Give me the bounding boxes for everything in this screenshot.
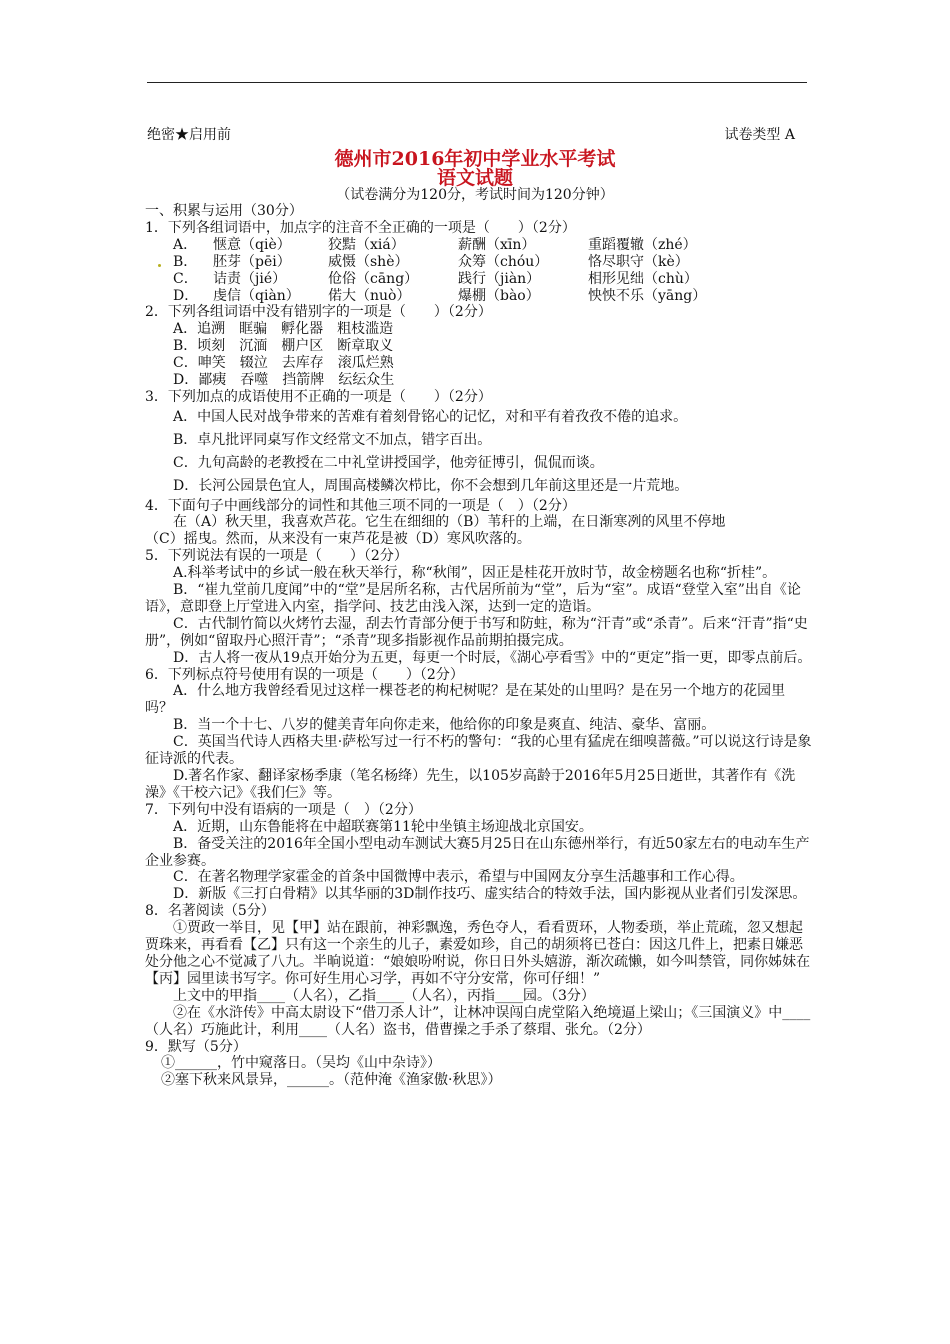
q1-b-word2: 威慑（shè）	[328, 253, 409, 270]
q7-option-b: B．备受关注的2016年全国小型电动车测试大赛5月25日在山东德州举行，有近50家左右的电动车生产企业参赛。	[145, 835, 810, 869]
question-6-stem: 6．下列标点符号使用有误的一项是（ ）（2分）	[145, 666, 464, 683]
q7-option-c: C．在著名物理学家霍金的首条中国微博中表示，希望与中国网友分享生活趣事和工作心得。	[173, 869, 744, 886]
q1-a-word2: 狡黠（xiá）	[328, 236, 405, 253]
q2-option-d: D．鄙痍 吞噬 挡箭牌 纭纭众生	[173, 372, 395, 389]
q4-passage-line1: 在（A）秋天里，我喜欢芦花。它生在细细的（B）苇秆的上端，在日渐寒冽的风里不停地	[173, 514, 726, 531]
q1-a-word4: 重蹈覆辙（zhé）	[588, 236, 697, 253]
q3-option-d: D．长河公园景色宜人，周围高楼鳞次栉比，你不会想到几年前这里还是一片荒地。	[173, 477, 689, 494]
subject-title: 语文试题	[436, 167, 513, 189]
q6-option-a: A．什么地方我曾经看见过这样一棵苍老的枸杞树呢？是在某处的山里吗？是在另一个地方的花园里吗？	[145, 683, 786, 717]
page-title: 德州市2016年初中学业水平考试	[334, 148, 616, 170]
q6-option-c: C．英国当代诗人西格夫里·萨松写过一行不朽的警句：“我的心里有猛虎在细嗅蔷薇。”可以说这行诗是象征诗派的代表。	[145, 734, 812, 768]
q5-option-a: A.科举考试中的乡试一般在秋天举行，称“秋闱”，因正是桂花开放时节，故金榜题名也称“折桂”。	[173, 565, 777, 582]
question-5-stem: 5．下列说法有误的一项是（ ）（2分）	[145, 548, 408, 565]
q1-a-word1: 惬意（qiè）	[213, 236, 291, 253]
q1-c-letter: C．	[173, 270, 198, 287]
q9-line-2: ②塞下秋来风景异，______。（范仲淹《渔家傲·秋思》）	[161, 1072, 502, 1089]
q1-d-word2: 偌大（nuò）	[328, 287, 411, 304]
q1-c-word2: 伧俗（cāng）	[328, 270, 419, 287]
q5-option-b: B．“崔九堂前几度闻”中的“堂”是居所名称，古代居所前为“堂”，后为“室”。成语“登堂入室”出自《论语》，意即登上厅堂进入内室，指学问、技艺由浅入深，达到一定的造诣。	[145, 582, 801, 615]
q2-option-c: C．呻笑 辍泣 去库存 滚瓜烂熟	[173, 355, 394, 372]
question-1-stem: 1．下列各组词语中，加点字的注音不全正确的一项是（ ）（2分）	[145, 219, 576, 236]
q2-option-a: A．追溯 眶骗 孵化器 粗枝滥造	[173, 321, 394, 338]
exam-content	[145, 203, 813, 1089]
question-8-stem: 8．名著阅读（5分）	[145, 903, 275, 920]
q3-option-a: A．中国人民对战争带来的苦难有着刻骨铭心的记忆，对和平有着孜孜不倦的追求。	[173, 408, 688, 425]
q6-option-b: B．当一个十七、八岁的健美青年向你走来，他给你的印象是爽直、纯洁、豪华、富丽。	[173, 717, 716, 734]
q1-a-word3: 薪酬（xīn）	[458, 236, 536, 253]
q8-blank-question-1: 上文中的甲指____（人名），乙指____（人名），丙指____园。（3分）	[173, 987, 595, 1004]
q1-a-letter: A．	[173, 236, 198, 253]
paper-type: 试卷类型 A	[724, 127, 795, 143]
question-9-stem: 9．默写（5分）	[145, 1038, 247, 1055]
question-4-stem: 4．下面句子中画线部分的词性和其他三项不同的一项是（ ）（2分）	[145, 497, 576, 514]
q8-passage: ①贾政一举目，见【甲】站在跟前，神彩飘逸，秀色夺人，看看贾环，人物委琐，举止荒疏，忽又想起贾珠来，再看看【乙】只有这一个亲生的儿子，素爱如珍，自己的胡须将已苍白：因这几件上，把素日嫌恶处分他之心不觉减了八九。半晌说道：“娘娘吩咐说，你日日外头嬉游，渐次疏懒，如今叫禁管，同你姊妹在【丙】园里读书写字。你可好生用心习学，再如不守分安常，你可仔细！”	[145, 920, 811, 987]
q1-b-letter: B．	[173, 253, 198, 270]
q1-option-c	[145, 271, 813, 288]
q2-option-b: B．顷刻 沉湎 棚户区 断章取义	[173, 338, 394, 355]
q3-option-c: C．九旬高龄的老教授在二中礼堂讲授国学，他旁征博引，侃侃而谈。	[173, 454, 604, 471]
exam-note: （试卷满分为120分，考试时间为120分钟）	[336, 187, 614, 203]
q5-option-d: D．古人将一夜从19点开始分为五更，每更一个时辰，《湖心亭看雪》中的“更定”指一更，即零点前后。	[173, 649, 812, 666]
q1-d-word1: 虔信（qiàn）	[213, 287, 300, 304]
q1-b-word4: 恪尽职守（kè）	[588, 253, 689, 270]
q1-b-word3: 众筹（chóu）	[458, 253, 549, 270]
secret-label: 绝密★启用前	[147, 127, 231, 143]
q8-blank-question-2: ②在《水浒传》中高太尉设下“借刀杀人计”，让林冲误闯白虎堂陷入绝境逼上梁山；《三国演义》中____（人名）巧施此计，利用____（人名）盗书，借曹操之手杀了蔡瑁、张允。（2分）	[145, 1004, 811, 1038]
q1-d-word3: 爆棚（bào）	[458, 287, 540, 304]
q4-passage-line2: （C）摇曳。然而，从来没有一束芦花是被（D）寒风吹落的。	[145, 531, 531, 548]
top-rule	[147, 82, 807, 83]
q3-option-b: B．卓凡批评同桌写作文经常文不加点，错字百出。	[173, 431, 492, 448]
section-heading: 一、积累与运用（30分）	[145, 203, 303, 219]
q1-option-a	[145, 237, 813, 254]
q6-option-d: D.著名作家、翻译家杨季康（笔名杨绛）先生，以105岁高龄于2016年5月25日逝世，其著作有《洗澡》《干校六记》《我们仨》等。	[145, 768, 796, 801]
q7-option-d: D．新版《三打白骨精》以其华丽的3D制作技巧、虚实结合的特效手法，国内影视从业者们引发深思。	[173, 886, 807, 903]
q9-line-1: ①______，竹中窥落日。（吴均《山中杂诗》）	[161, 1055, 441, 1072]
q1-d-word4: 怏怏不乐（yāng）	[588, 287, 707, 304]
question-2-stem: 2．下列各组词语中没有错别字的一项是（ ）（2分）	[145, 304, 492, 321]
q1-c-word1: 诘责（jié）	[213, 270, 287, 287]
q5-option-c: C．古代制竹简以火烤竹去湿，刮去竹青部分便于书写和防蛀，称为“汗青”或“杀青”。后来“汗青”指“史册”，例如“留取丹心照汗青”；“杀青”现多指影视作品前期拍摄完成。	[145, 615, 808, 649]
q7-option-a: A．近期，山东鲁能将在中超联赛第11轮中坐镇主场迎战北京国安。	[173, 818, 593, 835]
q1-b-word1: 胚芽（pēi）	[213, 253, 291, 270]
q1-c-word4: 相形见绌（chù）	[588, 270, 698, 287]
q1-option-b	[145, 254, 813, 271]
q1-option-d	[145, 288, 813, 305]
question-7-stem: 7．下列句中没有语病的一项是（ ）（2分）	[145, 801, 422, 818]
q1-d-letter: D．	[173, 287, 199, 304]
question-3-stem: 3．下列加点的成语使用不正确的一项是（ ）（2分）	[145, 388, 492, 405]
q1-c-word3: 践行（jiàn）	[458, 270, 541, 287]
